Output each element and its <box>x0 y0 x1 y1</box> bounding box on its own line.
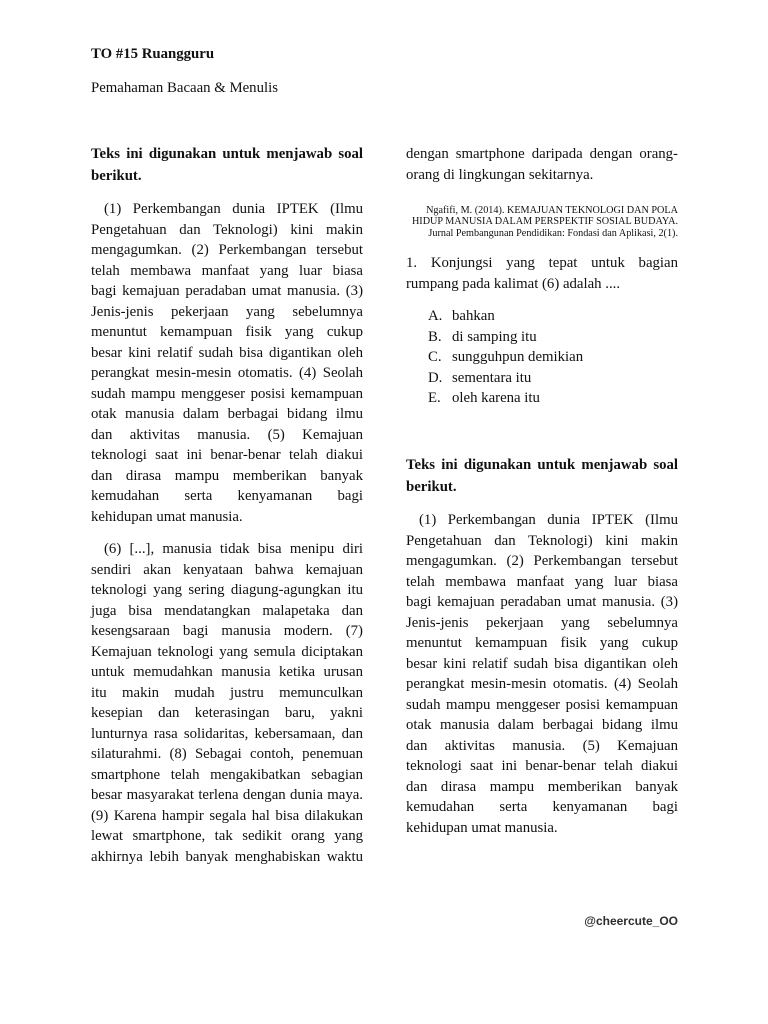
passage-line: menuntut kemampuan fisik yang cukup <box>406 635 678 651</box>
answer-option-d <box>428 368 678 389</box>
passage-line: lunturnya rasa solidaritas, kebersamaan, dan <box>91 725 363 742</box>
instruction-line: Teks ini digunakan untuk menjawab soal <box>91 146 363 162</box>
passage-line: Jenis-jenis pekerjaan yang sebelumnya <box>91 303 363 320</box>
passage-line: besar kini relatif sudah bisa digantikan oleh <box>406 655 678 672</box>
answer-option-a <box>428 306 678 327</box>
passage-line: (1) Perkembangan dunia IPTEK (Ilmu <box>104 201 363 217</box>
option-letter: B. <box>428 328 442 345</box>
passage-line: smartphone telah mengakibatkan sebagian <box>91 766 363 783</box>
passage-line: orang di lingkungan sekitarnya. <box>406 166 594 183</box>
passage-line: akhirnya lebih banyak menghabiskan waktu <box>91 848 363 865</box>
passage-line: dan dirasa mampu memberikan banyak <box>91 467 363 484</box>
passage-line: dan aktivitas manusia. (5) Kemajuan <box>406 737 678 754</box>
passage-line: menuntut kemampuan fisik yang cukup <box>91 324 363 340</box>
passage-line: teknologi saat ini benar-benar telah diakui <box>406 758 678 774</box>
option-text: di samping itu <box>452 328 537 345</box>
option-text: sementara itu <box>452 369 532 386</box>
passage-line: perangkat mesin-mesin otomatis. (4) Seolah <box>406 676 678 692</box>
passage-line: (1) Perkembangan dunia IPTEK (Ilmu <box>419 512 678 528</box>
page-title-text: TO #15 Ruangguru <box>91 46 215 62</box>
passage-line: sendiri akan kenyataan bahwa kemajuan <box>91 561 363 578</box>
passage-line: mengagumkan. (2) Perkembangan tersebut <box>406 553 678 569</box>
option-text: oleh karena itu <box>452 390 540 406</box>
option-letter: E. <box>428 390 441 406</box>
page-title <box>91 44 363 65</box>
passage-line: teknologi yang sering diagung-agungkan itu <box>91 582 363 598</box>
passage-line: besar masyarakat terlena dengan dunia maya. <box>91 787 363 803</box>
passage-line: sudah mampu menggeser posisi kemampuan <box>406 696 678 713</box>
answer-option-c <box>428 347 678 368</box>
answer-option-e <box>428 388 678 409</box>
passage-line: Pengetahuan dan Teknologi) kini makin <box>406 532 678 549</box>
passage-line: dan aktivitas manusia. (5) Kemajuan <box>91 426 363 443</box>
question-line: 1. Konjungsi yang tepat untuk bagian <box>406 255 678 271</box>
passage-line: kehidupan umat manusia. <box>406 819 558 836</box>
watermark-username: @cheercute_OO <box>584 914 678 928</box>
passage-line: besar kini relatif sudah bisa digantikan oleh <box>91 344 363 361</box>
passage-paragraph-1 <box>91 199 363 527</box>
option-text: sungguhpun demikian <box>452 349 584 365</box>
passage-line: sudah mampu menggeser posisi kemampuan <box>91 385 363 402</box>
passage-line: dengan smartphone daripada dengan orang- <box>406 146 678 162</box>
instruction-line: berikut. <box>91 167 142 184</box>
section-subtitle-text: Pemahaman Bacaan & Menulis <box>91 80 278 96</box>
section-subtitle <box>91 78 363 99</box>
passage-line: untuk memudahkan manusia ketika urusan <box>91 664 363 680</box>
passage-continuation <box>406 144 678 185</box>
passage-line: silaturahmi. (8) Sebagai contoh, penemuan <box>91 746 363 762</box>
passage-line: telah membawa manfaat yang luar biasa <box>91 262 363 279</box>
option-letter: D. <box>428 369 443 386</box>
instruction-line: berikut. <box>406 478 457 495</box>
passage-line: Jenis-jenis pekerjaan yang sebelumnya <box>406 614 678 631</box>
passage-line: kesengsaraan bagi manusia modern. (7) <box>91 623 363 639</box>
passage-line: kesepian dan keterasingan baru, yakni <box>91 705 363 721</box>
passage-line: kemudahan serta kenyamanan bagi <box>91 488 363 504</box>
passage-line: mengagumkan. (2) Perkembangan tersebut <box>91 242 363 258</box>
passage-line: lewat smartphone, tak sedikit orang yang <box>91 828 363 844</box>
passage-line: juga bisa mendatangkan malapetaka dan <box>91 602 363 619</box>
passage-line: (6) [...], manusia tidak bisa menipu diri <box>104 541 363 557</box>
passage-line: otak manusia dalam berbagai bidang ilmu <box>406 717 678 733</box>
passage-line: dan dirasa mampu memberikan banyak <box>406 778 678 795</box>
question-line: rumpang pada kalimat (6) adalah .... <box>406 275 621 292</box>
passage-line: itu makin mudah justru memunculkan <box>91 684 363 701</box>
passage-line: Kemajuan teknologi yang semula diciptakan <box>91 643 363 660</box>
citation-line: Jurnal Pembangunan Pendidikan: Fondasi dan Aplikasi, 2(1). <box>428 227 678 239</box>
citation-line: HIDUP MANUSIA DALAM PERSPEKTIF SOSIAL BUDAYA. <box>411 216 678 228</box>
passage-line: bagi kemajuan peradaban umat manusia. (3) <box>91 283 363 299</box>
passage-paragraph-repeat <box>406 510 678 838</box>
passage-line: perangkat mesin-mesin otomatis. (4) Seolah <box>91 365 363 381</box>
passage-line: Pengetahuan dan Teknologi) kini makin <box>91 221 363 238</box>
passage-line: teknologi saat ini benar-benar telah diakui <box>91 447 363 463</box>
instruction-line: Teks ini digunakan untuk menjawab soal <box>406 457 678 473</box>
question-1 <box>406 253 678 294</box>
citation-line: Ngafifi, M. (2014). KEMAJUAN TEKNOLOGI DAN POLA <box>426 205 678 216</box>
passage-line: otak manusia dalam berbagai bidang ilmu <box>91 406 363 422</box>
passage-line: (9) Karena hampir segala hal bisa dilakukan <box>91 807 363 824</box>
instruction-heading-2 <box>406 455 678 498</box>
option-letter: A. <box>428 308 443 324</box>
answer-option-b <box>428 327 678 348</box>
option-letter: C. <box>428 349 442 365</box>
passage-line: telah membawa manfaat yang luar biasa <box>406 573 678 590</box>
passage-line: bagi kemajuan peradaban umat manusia. (3) <box>406 594 678 610</box>
passage-paragraph-2 <box>91 539 363 867</box>
answer-options <box>428 306 678 409</box>
passage-line: kehidupan umat manusia. <box>91 508 243 525</box>
option-text: bahkan <box>452 308 495 324</box>
source-citation <box>406 205 678 239</box>
instruction-heading <box>91 144 363 187</box>
passage-line: kemudahan serta kenyamanan bagi <box>406 799 678 815</box>
